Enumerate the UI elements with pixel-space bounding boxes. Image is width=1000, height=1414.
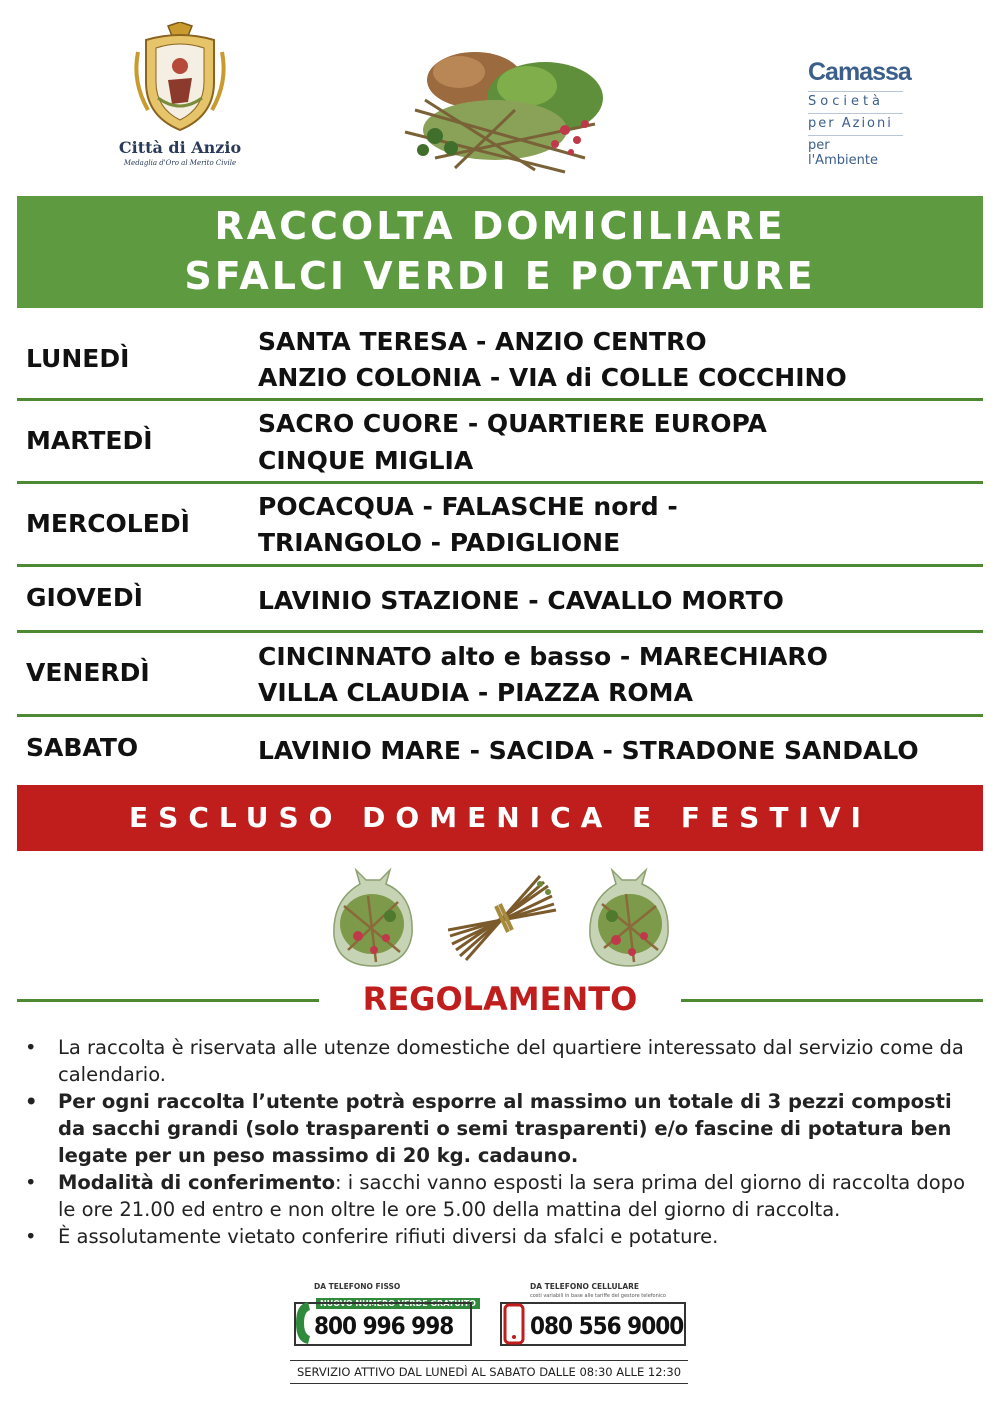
landline-number[interactable]: 800 996 998: [314, 1312, 454, 1340]
company-tagline-2: per Azioni: [808, 113, 903, 131]
rules-list: [25, 1034, 980, 1250]
area-line: SACRO CUORE - QUARTIERE EUROPA: [258, 409, 767, 438]
area-line: LAVINIO STAZIONE - CAVALLO MORTO: [258, 586, 784, 615]
mobile-phone-icon: [502, 1302, 526, 1346]
city-motto: Medaglia d'Oro al Merito Civile: [123, 159, 237, 167]
day-label: GIOVEDÌ: [26, 583, 143, 612]
exclusion-banner: [17, 785, 983, 851]
company-logo: [790, 58, 920, 168]
rule-item: [25, 1034, 980, 1088]
green-waste-pile-icon: [395, 40, 615, 180]
rule-text: La raccolta è riservata alle utenze domestiche del quartiere interessato dal servizio come da calendario.: [58, 1036, 964, 1086]
day-label: MERCOLEDÌ: [26, 509, 190, 538]
day-label: SABATO: [26, 733, 139, 762]
toll-free-tag: NUOVO NUMERO VERDE GRATUITO: [316, 1298, 480, 1309]
company-tagline-1: Società: [808, 91, 903, 109]
area-line: VILLA CLAUDIA - PIAZZA ROMA: [258, 678, 693, 707]
rule-text: Per ogni raccolta l’utente potrà esporre al massimo un totale di 3 pezzi composti da sacchi grandi (solo trasparenti o semi trasparenti) e/o fascine di potatura ben legate per un peso massimo di 20 kg. cadauno.: [58, 1090, 952, 1167]
title-banner: [17, 196, 983, 308]
bullet: •: [25, 1036, 37, 1059]
bag-illustration-left: [328, 866, 418, 970]
area-line: SANTA TERESA - ANZIO CENTRO: [258, 327, 707, 356]
bullet: •: [25, 1225, 37, 1248]
row-divider: [17, 714, 983, 717]
contacts-panel: [290, 1278, 690, 1388]
company-tagline-3: per l'Ambiente: [808, 135, 903, 168]
mobile-number[interactable]: 080 556 9000: [530, 1312, 684, 1340]
green-waste-image: [395, 40, 615, 180]
bag-illustration-right: [584, 866, 674, 970]
regolamento-title: REGOLAMENTO: [362, 980, 638, 1018]
company-name: Camassa: [808, 58, 911, 86]
rule-item: [25, 1169, 980, 1223]
regolamento-rule-left: [17, 999, 319, 1002]
area-line: TRIANGOLO - PADIGLIONE: [258, 528, 621, 557]
area-line: POCACQUA - FALASCHE nord -: [258, 492, 678, 521]
exclusion-text: ESCLUSO DOMENICA E FESTIVI: [129, 801, 871, 834]
bullet: •: [25, 1090, 38, 1113]
rule-item: [25, 1223, 980, 1250]
landline-phone-icon: [292, 1298, 314, 1348]
bag-of-clippings-icon: [584, 866, 674, 970]
row-divider: [17, 564, 983, 567]
bag-of-clippings-icon: [328, 866, 418, 970]
area-line: ANZIO COLONIA - VIA di COLLE COCCHINO: [258, 363, 847, 392]
area-line: LAVINIO MARE - SACIDA - STRADONE SANDALO: [258, 736, 919, 765]
day-label: VENERDÌ: [26, 658, 150, 687]
row-divider: [17, 630, 983, 633]
city-crest: [110, 22, 250, 172]
regolamento-rule-right: [681, 999, 983, 1002]
title-line-2: SFALCI VERDI E POTATURE: [184, 254, 816, 298]
city-crest-icon: [128, 22, 232, 134]
mobile-label: DA TELEFONO CELLULARE: [530, 1282, 640, 1291]
city-name: Città di Anzio: [118, 138, 242, 157]
rule-text: È assolutamente vietato conferire rifiuti diversi da sfalci e potature.: [58, 1225, 719, 1248]
rule-label: Modalità di conferimento: [58, 1171, 335, 1194]
rule-item: [25, 1088, 980, 1169]
day-label: LUNEDÌ: [26, 344, 130, 373]
landline-label: DA TELEFONO FISSO: [314, 1282, 401, 1291]
mobile-note: costi variabili in base alle tariffe del gestore telefonico: [530, 1293, 666, 1299]
row-divider: [17, 481, 983, 484]
day-label: MARTEDÌ: [26, 426, 153, 455]
area-line: CINQUE MIGLIA: [258, 446, 474, 475]
row-divider: [17, 398, 983, 401]
area-line: CINCINNATO alto e basso - MARECHIARO: [258, 642, 828, 671]
service-hours: SERVIZIO ATTIVO DAL LUNEDÌ AL SABATO DALLE 08:30 ALLE 12:30: [290, 1360, 688, 1384]
bullet: •: [25, 1171, 37, 1194]
branch-bundle-illustration: [448, 874, 558, 964]
title-line-1: RACCOLTA DOMICILIARE: [214, 204, 786, 248]
branch-bundle-icon: [448, 874, 558, 964]
rule-text: : i sacchi vanno esposti la sera prima del giorno di raccolta dopo le ore 21.00 ed entro e non oltre le ore 5.00 della mattina del giorno di raccolta.: [58, 1171, 966, 1221]
